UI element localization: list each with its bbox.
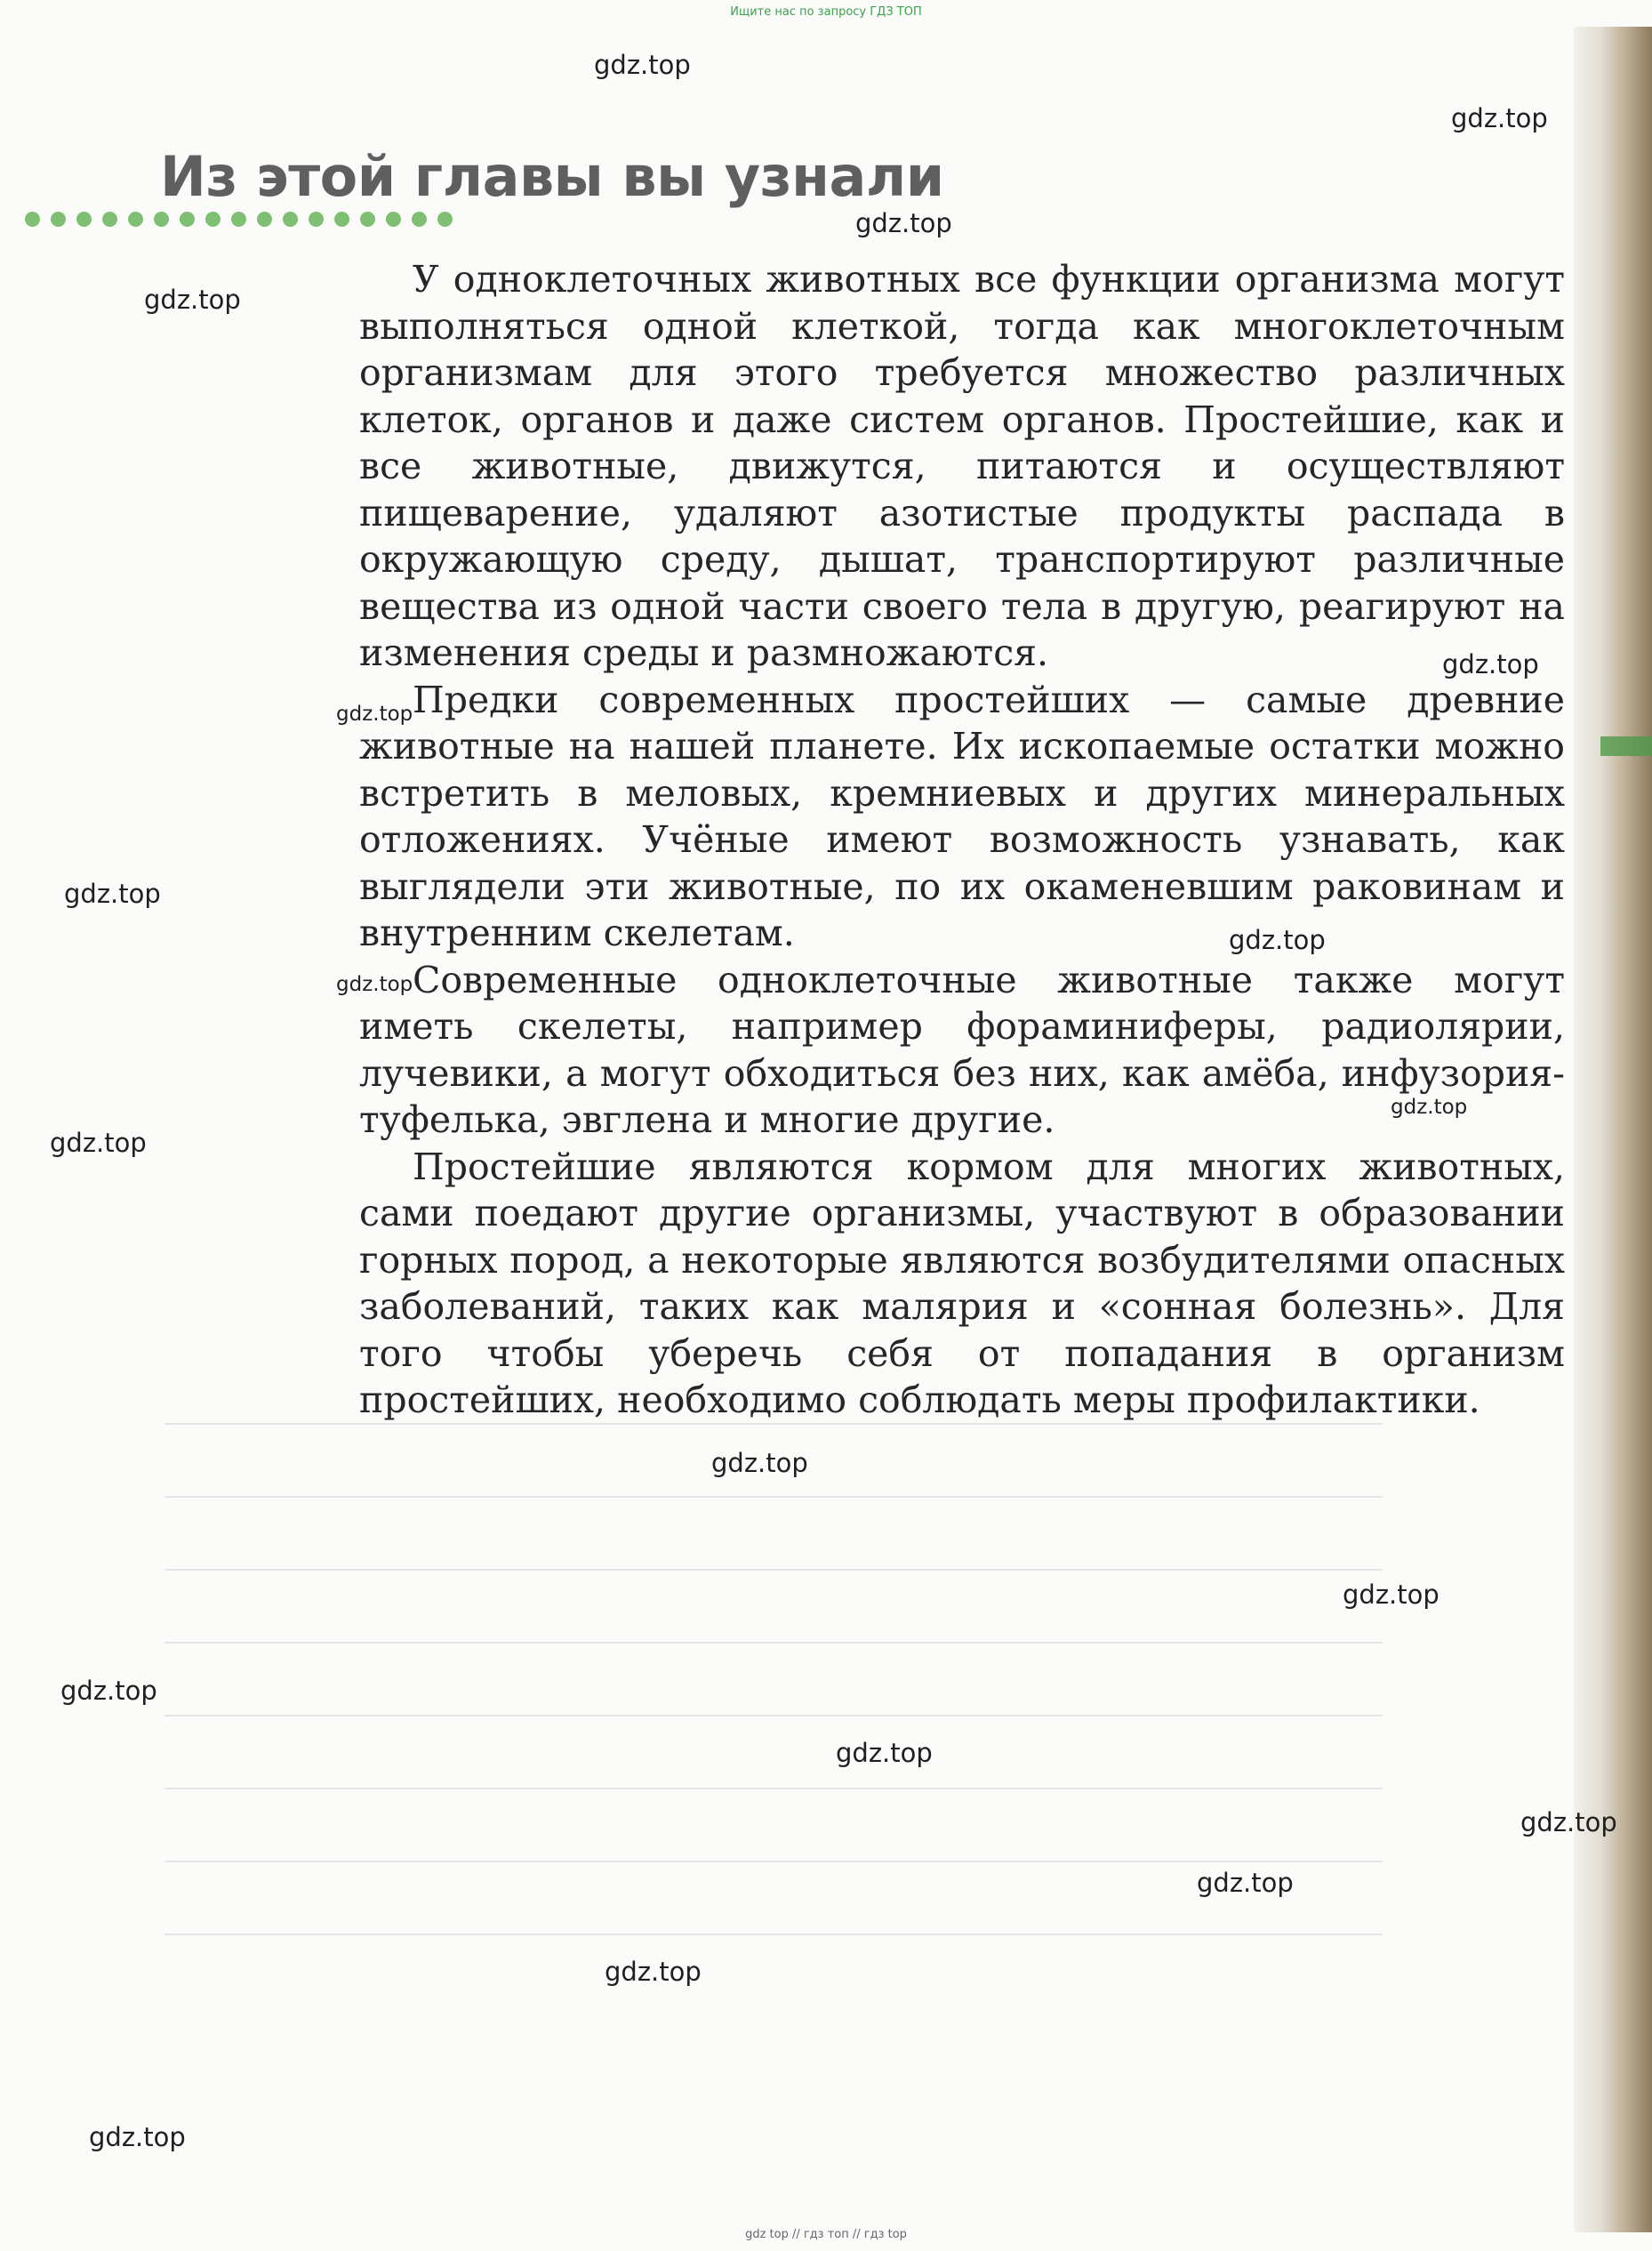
watermark: gdz.top: [1343, 1580, 1439, 1610]
divider-dot: [283, 212, 298, 227]
watermark: gdz.top: [336, 973, 413, 996]
divider-dot: [25, 212, 40, 227]
watermark: gdz.top: [64, 879, 161, 909]
divider-dot: [257, 212, 272, 227]
summary-body: [359, 256, 1565, 1424]
divider-dot: [309, 212, 324, 227]
heading-dot-divider: [25, 212, 453, 233]
divider-dot: [386, 212, 401, 227]
spine-stripe: [1600, 736, 1652, 756]
watermark: gdz.top: [1197, 1868, 1294, 1898]
watermark: gdz.top: [836, 1738, 933, 1768]
divider-dot: [51, 212, 66, 227]
watermark: gdz.top: [60, 1676, 157, 1706]
watermark: gdz.top: [605, 1957, 702, 1987]
watermark: gdz.top: [1229, 925, 1326, 955]
divider-dot: [231, 212, 246, 227]
divider-dot: [205, 212, 221, 227]
divider-dot: [412, 212, 427, 227]
watermark: gdz.top: [711, 1448, 808, 1478]
watermark: gdz.top: [1520, 1807, 1617, 1837]
summary-paragraph-2: Предки современных простейших — самые древние животные на нашей планете. Их ископаемые остатки можно встретить в меловых, кремниевых и других минеральных отложениях. Учёные имеют возможность узнавать, как выглядели эти животные, по их окаменевшим раковинам и внутренним скелетам.: [359, 678, 1565, 954]
watermark: gdz.top: [89, 2122, 186, 2152]
divider-dot: [76, 212, 92, 227]
watermark: gdz.top: [1391, 1096, 1468, 1119]
bottom-note: gdz top // гдз топ // гдз top: [745, 2228, 907, 2241]
summary-paragraph-1: У одноклеточных животных все функции организма могут выполняться одной клеткой, тогда как многоклеточным организмам для этого требуется множество различных клеток, органов и даже систем органов. Простейшие, как и все животные, движутся, питаются и осуществляют пищеварение, удаляют азотистые продукты распада в окружающую среду, дышат, транспортируют различные вещества из одной части своего тела в другую, реагируют на изменения среды и размножаются.: [359, 258, 1565, 674]
watermark: gdz.top: [336, 703, 413, 726]
watermark: gdz.top: [855, 208, 952, 238]
divider-dot: [180, 212, 195, 227]
watermark: gdz.top: [144, 285, 241, 315]
divider-dot: [437, 212, 453, 227]
watermark: gdz.top: [50, 1128, 147, 1158]
top-note: Ищите нас по запросу ГДЗ ТОП: [730, 5, 922, 19]
watermark: gdz.top: [594, 50, 691, 80]
divider-dot: [128, 212, 143, 227]
summary-paragraph-3: Современные одноклеточные животные также могут иметь скелеты, например фораминиферы, радиолярии, лучевики, а могут обходиться без них, как амёба, инфузория-туфелька, эвглена и многие другие.: [359, 958, 1565, 1141]
summary-paragraph-4: Простейшие являются кормом для многих животных, сами поедают другие организмы, участвуют в образовании горных пород, а некоторые являются возбудителями опасных заболеваний, таких как малярия и «сонная болезнь». Для того чтобы уберечь себя от попадания в организм простейших, необходимо соблюдать меры профилактики.: [359, 1145, 1565, 1421]
watermark: gdz.top: [1451, 103, 1548, 133]
divider-dot: [102, 212, 117, 227]
chapter-summary-heading: Из этой главы вы узнали: [160, 144, 944, 209]
watermark: gdz.top: [1442, 649, 1539, 679]
divider-dot: [360, 212, 375, 227]
divider-dot: [334, 212, 349, 227]
divider-dot: [154, 212, 169, 227]
book-spine: [1574, 27, 1652, 2232]
